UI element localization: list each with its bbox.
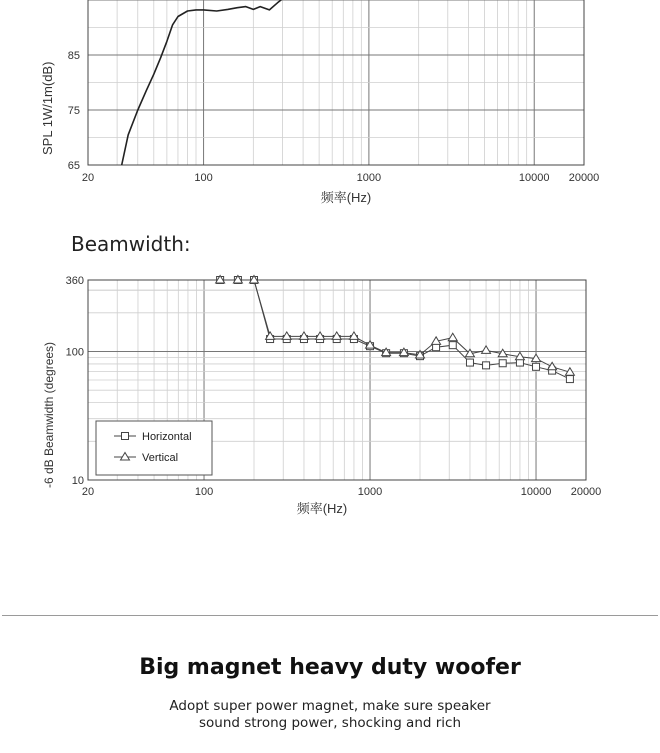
beamwidth-x-tick-label: 10000 [520,486,552,498]
beamwidth-y-tick-label: 10 [71,475,84,487]
promo-description-line-1: Adopt super power magnet, make sure speaker [169,698,491,714]
beamwidth-y-tick-label: 100 [65,346,84,359]
beamwidth-y-ticks [66,275,84,487]
spl-y-tick-label: 75 [67,105,80,117]
spl-y-tick-label: 65 [67,160,80,172]
beamwidth-chart [0,265,660,525]
spl-x-tick-label: 10000 [518,172,550,184]
spl-y-ticks [68,50,80,172]
spl-x-axis-label: 频率(Hz) [320,190,372,205]
beamwidth-legend [96,421,212,475]
beamwidth-heading: Beamwidth: [71,232,191,256]
section-divider [2,615,658,616]
spl-x-ticks [82,172,599,184]
beamwidth-series [216,276,575,383]
spl-grid [88,0,584,165]
spl-x-tick-label: 20000 [568,172,600,184]
spl-x-tick-label: 20 [81,172,95,184]
beamwidth-x-tick-label: 100 [194,486,214,498]
beamwidth-point-horizontal [466,359,473,366]
promo-description-line-2: sound strong power, shocking and rich [198,715,462,731]
promo-description [0,698,660,732]
square-marker-icon [122,433,129,440]
beamwidth-point-vertical [548,362,557,370]
beamwidth-point-horizontal [566,376,573,383]
beamwidth-point-horizontal [483,362,490,369]
beamwidth-point-horizontal [533,363,540,370]
promo-title: Big magnet heavy duty woofer [139,655,521,680]
spl-frequency-response-chart [0,0,660,220]
beamwidth-x-axis-label: 频率(Hz) [296,501,348,516]
beamwidth-x-tick-label: 20 [81,486,95,498]
beamwidth-point-horizontal [499,360,506,367]
beamwidth-point-vertical [482,346,491,354]
spl-x-tick-label: 100 [194,172,213,184]
legend-label-vertical: Vertical [142,452,179,464]
legend-label-horizontal: Horizontal [142,431,192,443]
beamwidth-y-axis-label: -6 dB Beamwidth (degrees) [42,341,56,489]
spl-y-tick-label: 85 [67,50,80,62]
spl-y-axis-label: SPL 1W/1m(dB) [40,61,55,155]
spl-x-tick-label: 1000 [356,172,382,184]
beamwidth-x-tick-label: 1000 [357,486,383,498]
beamwidth-point-horizontal [449,342,456,349]
beamwidth-y-tick-label: 360 [65,275,84,287]
beamwidth-x-tick-label: 20000 [570,486,602,498]
beamwidth-x-ticks [82,486,601,498]
